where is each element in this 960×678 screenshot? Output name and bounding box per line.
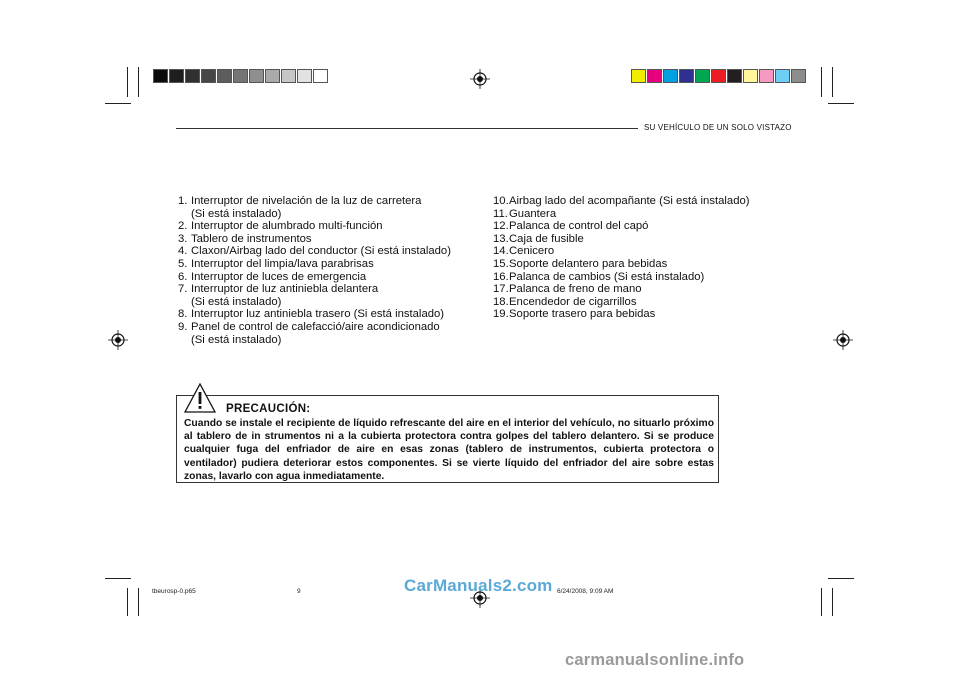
warning-triangle-icon xyxy=(184,383,216,413)
list-item xyxy=(493,195,750,208)
list-item xyxy=(178,283,451,296)
list-item-text: (Si está instalado) xyxy=(191,295,282,308)
crop-mark xyxy=(832,67,833,97)
list-item-text: Palanca de cambios (Si está instalado) xyxy=(509,270,705,283)
process-swatch xyxy=(647,69,662,83)
list-item xyxy=(178,233,451,246)
bottom-watermark[interactable]: carmanualsonline.info xyxy=(565,651,745,669)
list-indent xyxy=(178,334,191,347)
component-list-left xyxy=(178,195,451,346)
list-item-text: Interruptor de luces de emergencia xyxy=(191,270,367,283)
crop-mark xyxy=(828,103,854,104)
registration-target-icon xyxy=(108,330,128,350)
list-item xyxy=(493,233,750,246)
list-item-number: 10. xyxy=(493,195,509,207)
process-color-bar xyxy=(631,69,807,83)
list-item-number: 6. xyxy=(178,270,188,283)
grayscale-swatch xyxy=(265,69,280,83)
caution-title: PRECAUCIÓN: xyxy=(226,403,311,415)
crop-mark xyxy=(127,588,128,616)
list-item-number: 18. xyxy=(493,295,509,308)
list-item-text: Airbag lado del acompañante (Si está instalado) xyxy=(509,195,750,207)
list-item xyxy=(178,271,451,284)
list-item xyxy=(178,321,451,334)
list-item xyxy=(493,283,750,296)
grayscale-color-bar xyxy=(153,69,329,83)
list-item-number: 16. xyxy=(493,270,509,283)
crop-mark xyxy=(832,588,833,616)
list-item-text: Interruptor del limpia/lava parabrisas xyxy=(191,257,374,270)
crop-mark xyxy=(828,578,854,579)
process-swatch xyxy=(679,69,694,83)
grayscale-swatch xyxy=(297,69,312,83)
caution-box xyxy=(176,395,719,483)
crop-mark xyxy=(821,588,822,616)
list-item-number: 4. xyxy=(178,245,188,258)
grayscale-swatch xyxy=(233,69,248,83)
header-rule xyxy=(176,128,638,129)
grayscale-swatch xyxy=(217,69,232,83)
list-item-text: Interruptor de luz antiniebla delantera xyxy=(191,283,379,296)
list-item-number: 2. xyxy=(178,220,188,233)
crop-mark xyxy=(821,67,822,97)
crop-mark xyxy=(105,103,131,104)
list-item-text: Soporte trasero para bebidas xyxy=(509,308,656,321)
list-item-continuation xyxy=(178,296,451,309)
crop-mark xyxy=(105,578,131,579)
list-item-text: Cenicero xyxy=(509,245,555,258)
list-item-text: Caja de fusible xyxy=(509,232,584,245)
footer-datetime: 6/24/2008, 9:09 AM xyxy=(557,588,614,595)
caution-body: Cuando se instale el recipiente de líquido refrescante del aire en el interior del vehículo, no situarlo próximo al tablero de in strumentos ni a la cubierta protectora contra golpes del tablero delantero. Si se produce cualquier fuga del enfriador de aire en esas zonas (tablero de instrumentos, cubierta protectora o ventilador) pudiera deteriorar estos componentes. Si se vierte líquido del enfriador del aire sobre estas zonas, lavarlo con agua inmediatamente. xyxy=(184,418,714,482)
grayscale-swatch xyxy=(249,69,264,83)
process-swatch xyxy=(695,69,710,83)
list-item xyxy=(493,245,750,258)
list-item xyxy=(493,258,750,271)
list-item xyxy=(493,220,750,233)
process-swatch xyxy=(791,69,806,83)
list-item-number: 13. xyxy=(493,232,509,245)
process-swatch xyxy=(727,69,742,83)
list-item xyxy=(493,271,750,284)
grayscale-swatch xyxy=(313,69,328,83)
list-item-text: Interruptor de nivelación de la luz de carretera xyxy=(191,195,422,207)
list-item-number: 12. xyxy=(493,220,509,233)
list-item-number: 11. xyxy=(493,207,508,220)
list-item-text: Tablero de instrumentos xyxy=(191,232,312,245)
list-item-number: 15. xyxy=(493,257,509,270)
list-item-text: Interruptor luz antiniebla trasero (Si está instalado) xyxy=(191,308,445,321)
list-item xyxy=(493,296,750,309)
list-item xyxy=(178,258,451,271)
list-item-text: Palanca de control del capó xyxy=(509,220,649,233)
list-item-text: Panel de control de calefacció/aire acondicionado xyxy=(191,320,440,333)
process-swatch xyxy=(711,69,726,83)
component-list-right xyxy=(493,195,750,321)
registration-target-icon xyxy=(470,69,490,89)
grayscale-swatch xyxy=(201,69,216,83)
watermark-logo[interactable]: CarManuals2.com xyxy=(404,576,553,595)
footer-filename: tbeurosp-0.p65 xyxy=(152,588,196,595)
process-swatch xyxy=(663,69,678,83)
list-item-number: 3. xyxy=(178,232,188,245)
list-item-continuation xyxy=(178,334,451,347)
list-item-number: 7. xyxy=(178,283,188,296)
list-item xyxy=(178,308,451,321)
section-title: SU VEHÍCULO DE UN SOLO VISTAZO xyxy=(644,123,792,132)
list-item-text: Palanca de freno de mano xyxy=(509,283,642,296)
list-item-number: 8. xyxy=(178,308,188,321)
process-swatch xyxy=(743,69,758,83)
list-item xyxy=(493,208,750,221)
grayscale-swatch xyxy=(169,69,184,83)
list-item-number: 9. xyxy=(178,320,188,333)
crop-mark xyxy=(138,588,139,616)
footer-page-number: 9 xyxy=(297,588,301,595)
registration-target-icon xyxy=(833,330,853,350)
grayscale-swatch xyxy=(185,69,200,83)
grayscale-swatch xyxy=(153,69,168,83)
list-item-text: (Si está instalado) xyxy=(191,333,282,346)
grayscale-swatch xyxy=(281,69,296,83)
crop-mark xyxy=(127,67,128,97)
list-item-number: 14. xyxy=(493,245,509,258)
process-swatch xyxy=(631,69,646,83)
list-item-text: Interruptor de alumbrado multi-función xyxy=(191,220,383,233)
list-item-number: 1. xyxy=(178,195,188,207)
list-item-continuation xyxy=(178,208,451,221)
list-indent xyxy=(178,208,191,221)
list-item-number: 17. xyxy=(493,283,509,296)
process-swatch xyxy=(775,69,790,83)
list-item-text: Encendedor de cigarrillos xyxy=(509,295,637,308)
list-item xyxy=(178,195,451,208)
list-item xyxy=(178,220,451,233)
process-swatch xyxy=(759,69,774,83)
list-item-number: 19. xyxy=(493,308,509,321)
list-item-text: Soporte delantero para bebidas xyxy=(509,257,668,270)
list-indent xyxy=(178,296,191,309)
list-item-text: Claxon/Airbag lado del conductor (Si está instalado) xyxy=(191,245,451,258)
list-item xyxy=(178,245,451,258)
list-item-text: (Si está instalado) xyxy=(191,207,282,220)
list-item-text: Guantera xyxy=(509,207,557,220)
list-item-number: 5. xyxy=(178,257,188,270)
list-item xyxy=(493,308,750,321)
crop-mark xyxy=(138,67,139,97)
